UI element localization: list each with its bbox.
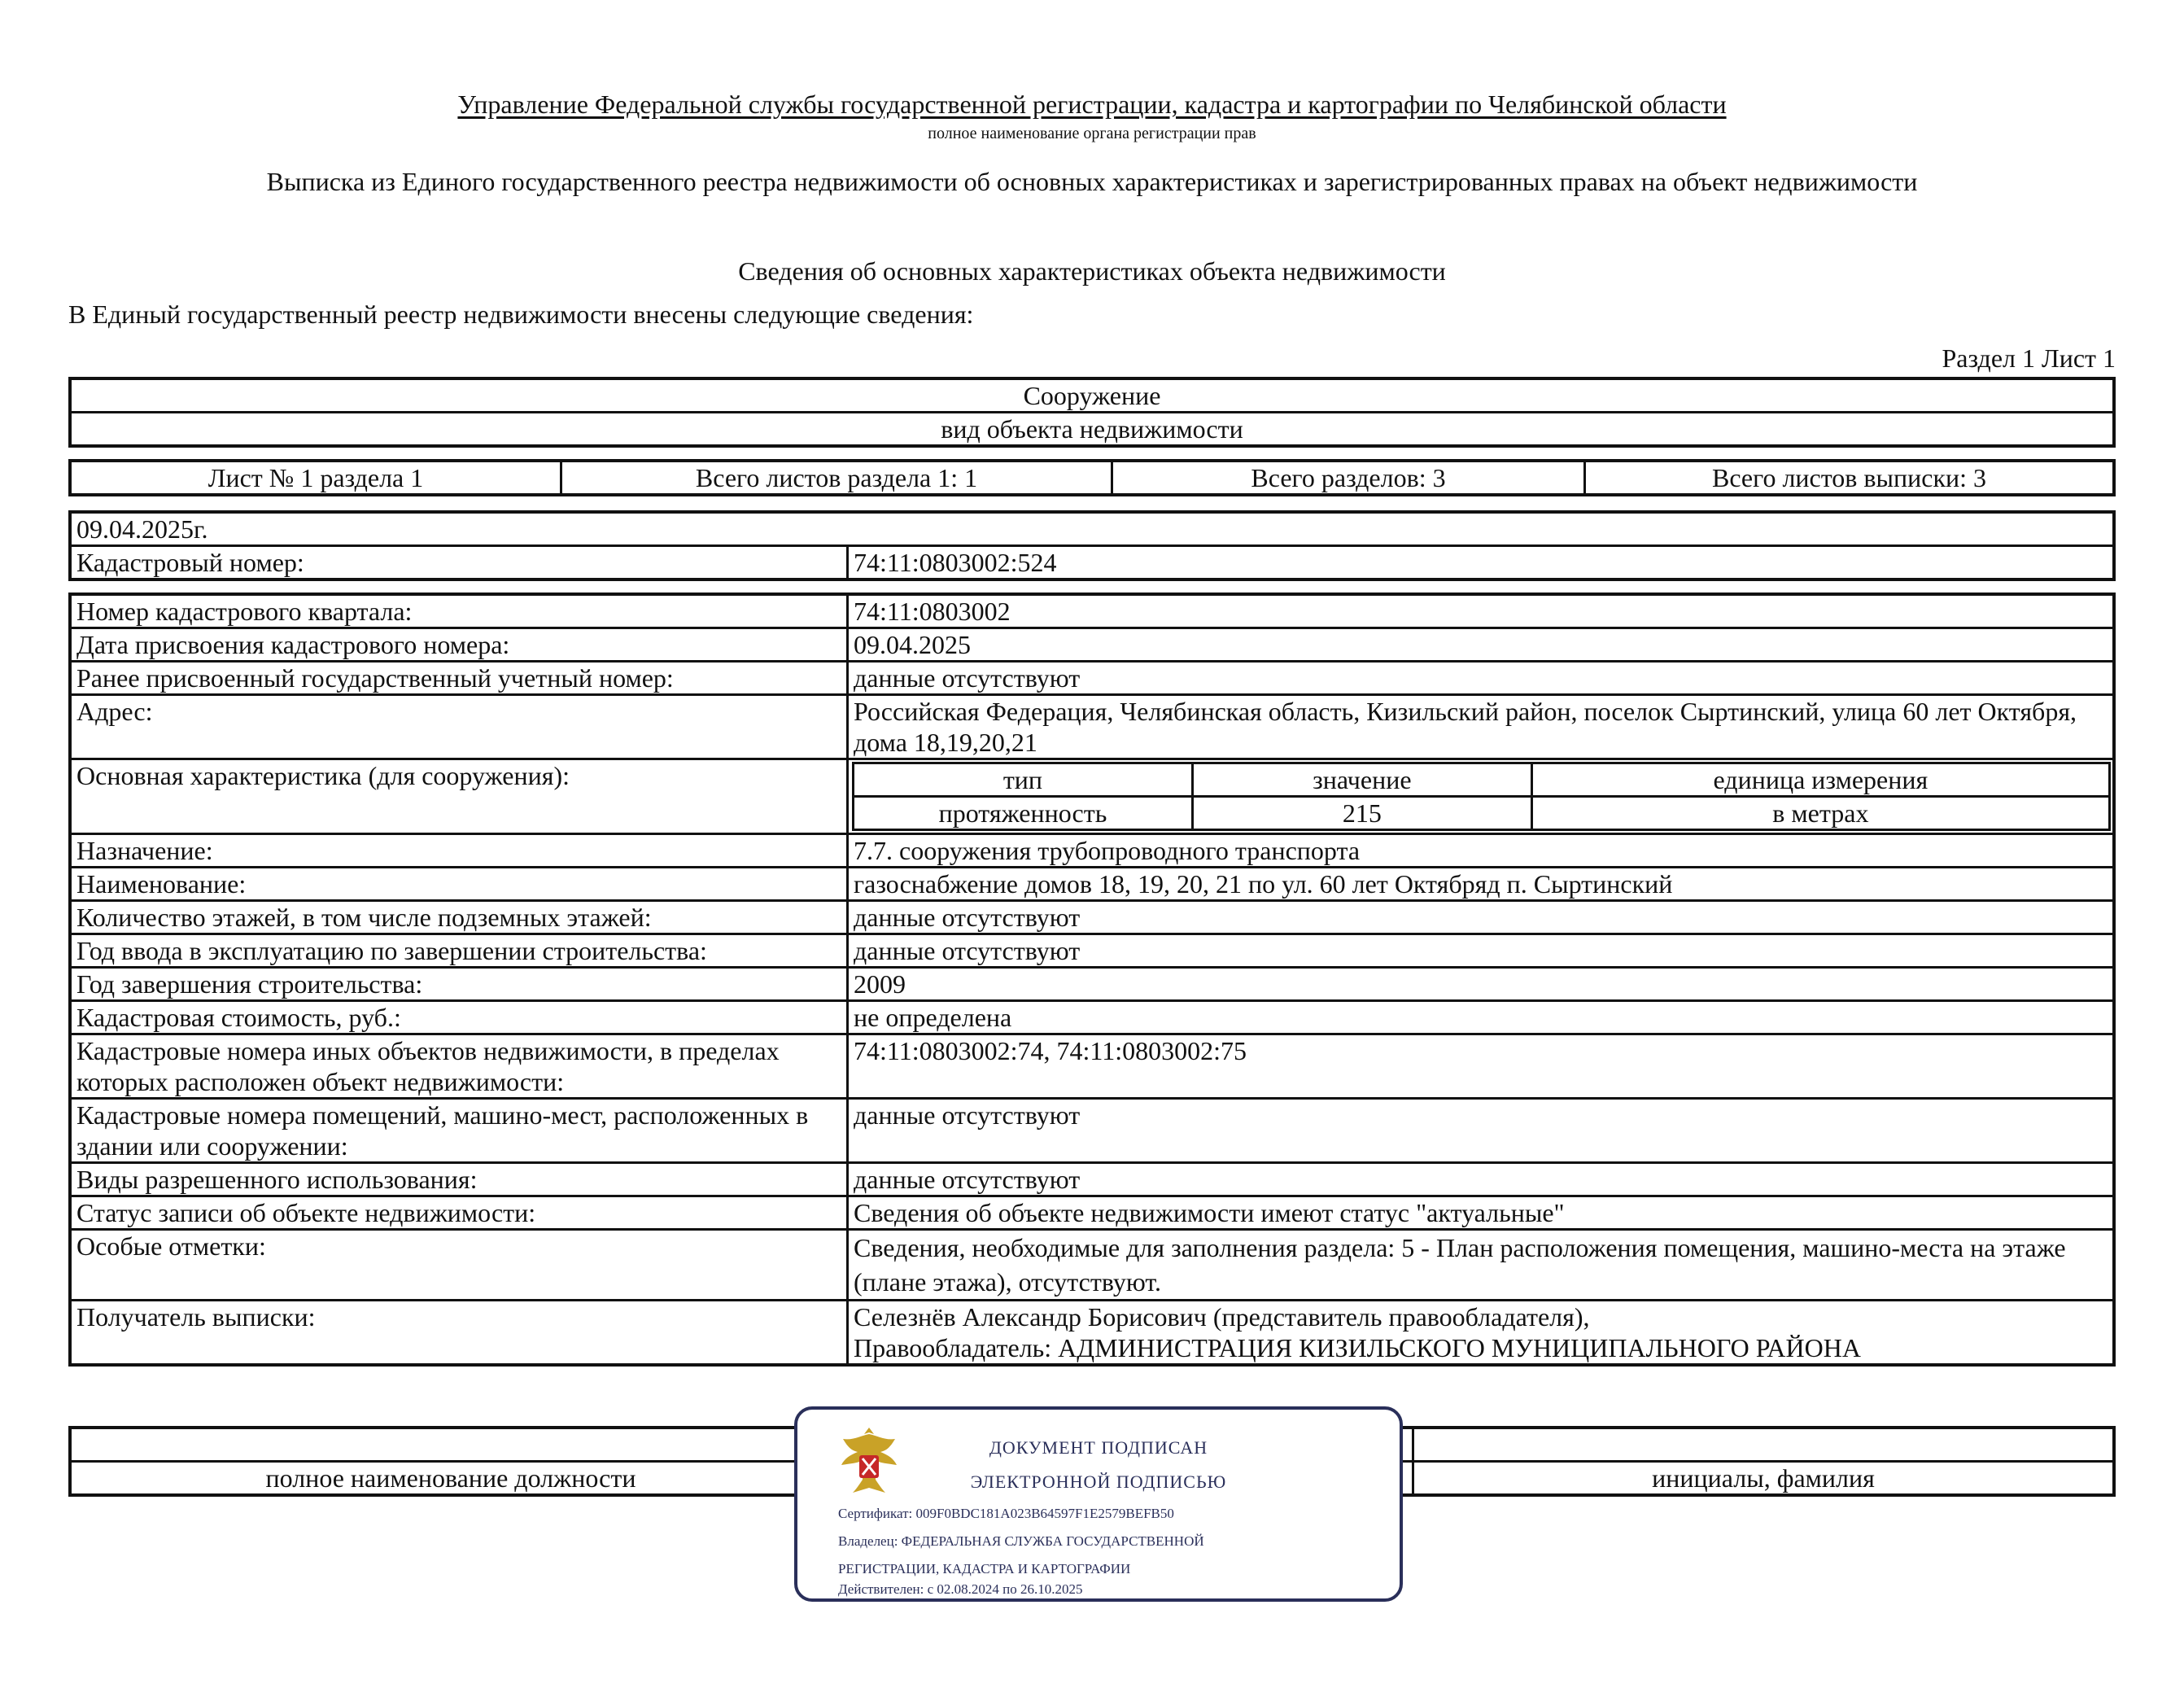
table-row [70, 662, 2114, 695]
table-row [70, 868, 2114, 901]
date-assigned-label: Дата присвоения кадастрового номера: [70, 628, 848, 662]
permitted-use-label: Виды разрешенного использования: [70, 1163, 848, 1196]
table-row [70, 628, 2114, 662]
recipient-label: Получатель выписки: [70, 1301, 848, 1366]
main-char-col-type: тип [854, 763, 1193, 797]
recipient-representative: Селезнёв Александр Борисович (представитель правообладателя), [854, 1302, 1590, 1332]
prev-number-value: данные отсутствуют [848, 662, 2115, 695]
floors-label: Количество этажей, в том числе подземных этажей: [70, 901, 848, 934]
object-type-table [68, 377, 2116, 448]
purpose-value: 7.7. сооружения трубопроводного транспорта [848, 834, 2115, 868]
status-label: Статус записи об объекте недвижимости: [70, 1196, 848, 1230]
cost-label: Кадастровая стоимость, руб.: [70, 1001, 848, 1034]
recipient-owner: Правообладатель: АДМИНИСТРАЦИЯ КИЗИЛЬСКОГО МУНИЦИПАЛЬНОГО РАЙОНА [854, 1333, 1861, 1362]
stamp-line2: ЭЛЕКТРОННОЙ ПОДПИСЬЮ [970, 1472, 1227, 1492]
special-label: Особые отметки: [70, 1230, 848, 1301]
purpose-label: Назначение: [70, 834, 848, 868]
permitted-use-value: данные отсутствуют [848, 1163, 2115, 1196]
characteristics-table [68, 593, 2116, 1367]
main-char-unit: в метрах [1531, 797, 2109, 830]
table-row [70, 901, 2114, 934]
name-caption: инициалы, фамилия [1413, 1462, 2115, 1496]
table-row [70, 1196, 2114, 1230]
table-row [70, 1034, 2114, 1099]
intro-text: В Единый государственный реестр недвижимости внесены следующие сведения: [68, 300, 974, 329]
document-title: Выписка из Единого государственного реестра недвижимости об основных характеристиках и зарегистрированных правах на объект недвижимости [266, 167, 1918, 196]
table-row [70, 759, 2114, 834]
table-row [70, 968, 2114, 1001]
table-row [70, 695, 2114, 759]
cost-value: не определена [848, 1001, 2115, 1034]
cadastral-number-value: 74:11:0803002:524 [848, 546, 2115, 580]
status-value: Сведения об объекте недвижимости имеют статус "актуальные" [848, 1196, 2115, 1230]
room-numbers-label: Кадастровые номера помещений, машино-мест, расположенных в здании или сооружении: [70, 1099, 848, 1163]
registration-authority-caption: полное наименование органа регистрации прав [928, 125, 1256, 142]
date-assigned-value: 09.04.2025 [848, 628, 2115, 662]
commission-year-label: Год ввода в эксплуатацию по завершении строительства: [70, 934, 848, 968]
room-numbers-value: данные отсутствуют [848, 1099, 2115, 1163]
main-char-col-value: значение [1192, 763, 1531, 797]
build-year-value: 2009 [848, 968, 2115, 1001]
prev-number-label: Ранее присвоенный государственный учетный номер: [70, 662, 848, 695]
sections-total: Всего разделов: 3 [1112, 461, 1585, 495]
section-title: Сведения об основных характеристиках объекта недвижимости [738, 256, 1446, 286]
position-caption: полное наименование должности [70, 1462, 832, 1496]
table-row [70, 834, 2114, 868]
stamp-certificate: Сертификат: 009F0BDC181A023B64597F1E2579BEFB50 [838, 1506, 1174, 1521]
stamp-owner-line1: Владелец: ФЕДЕРАЛЬНАЯ СЛУЖБА ГОСУДАРСТВЕННОЙ [838, 1533, 1204, 1549]
special-value: Сведения, необходимые для заполнения раздела: 5 - План расположения помещения, машино-места на этаже (плане этажа), отсутствуют. [848, 1230, 2115, 1301]
stamp-valid: Действителен: с 02.08.2024 по 26.10.2025 [838, 1581, 1083, 1597]
table-row [70, 1230, 2114, 1301]
address-value: Российская Федерация, Челябинская область, Кизильский район, поселок Сыртинский, улица 60 лет Октября, дома 18,19,20,21 [848, 695, 2115, 759]
extract-date: 09.04.2025г. [70, 512, 2114, 546]
floors-value: данные отсутствуют [848, 901, 2115, 934]
main-char-col-unit: единица измерения [1531, 763, 2109, 797]
cadastral-number-label: Кадастровый номер: [70, 546, 848, 580]
extract-sheets-total: Всего листов выписки: 3 [1585, 461, 2115, 495]
stamp-line1: ДОКУМЕНТ ПОДПИСАН [989, 1437, 1208, 1458]
object-type-value: Сооружение [70, 378, 2114, 413]
main-char-value: 215 [1192, 797, 1531, 830]
parent-numbers-value: 74:11:0803002:74, 74:11:0803002:75 [848, 1034, 2115, 1099]
table-row [70, 1001, 2114, 1034]
name-value: газоснабжение домов 18, 19, 20, 21 по ул. 60 лет Октябряд п. Сыртинский [848, 868, 2115, 901]
registration-authority-name: Управление Федеральной службы государственной регистрации, кадастра и картографии по Челябинской области [457, 90, 1727, 119]
kvartal-label: Номер кадастрового квартала: [70, 594, 848, 628]
kvartal-value: 74:11:0803002 [848, 594, 2115, 628]
cadastral-number-table [68, 510, 2116, 581]
main-char-label: Основная характеристика (для сооружения): [70, 759, 848, 834]
address-label: Адрес: [70, 695, 848, 759]
table-row [70, 1301, 2114, 1366]
table-row [70, 1099, 2114, 1163]
table-row [70, 1163, 2114, 1196]
sheets-info-table [68, 459, 2116, 496]
name-label: Наименование: [70, 868, 848, 901]
commission-year-value: данные отсутствуют [848, 934, 2115, 968]
table-row [70, 934, 2114, 968]
table-row [70, 594, 2114, 628]
main-char-table [852, 762, 2111, 831]
electronic-signature-stamp [794, 1406, 1403, 1602]
sheets-in-section: Всего листов раздела 1: 1 [561, 461, 1112, 495]
build-year-label: Год завершения строительства: [70, 968, 848, 1001]
object-type-caption: вид объекта недвижимости [70, 413, 2114, 447]
main-char-type: протяженность [854, 797, 1193, 830]
sheet-number: Лист № 1 раздела 1 [70, 461, 561, 495]
section-sheet-label: Раздел 1 Лист 1 [1942, 343, 2116, 373]
parent-numbers-label: Кадастровые номера иных объектов недвижимости, в пределах которых расположен объект недвижимости: [70, 1034, 848, 1099]
stamp-owner-line2: РЕГИСТРАЦИИ, КАДАСТРА И КАРТОГРАФИИ [838, 1561, 1131, 1576]
